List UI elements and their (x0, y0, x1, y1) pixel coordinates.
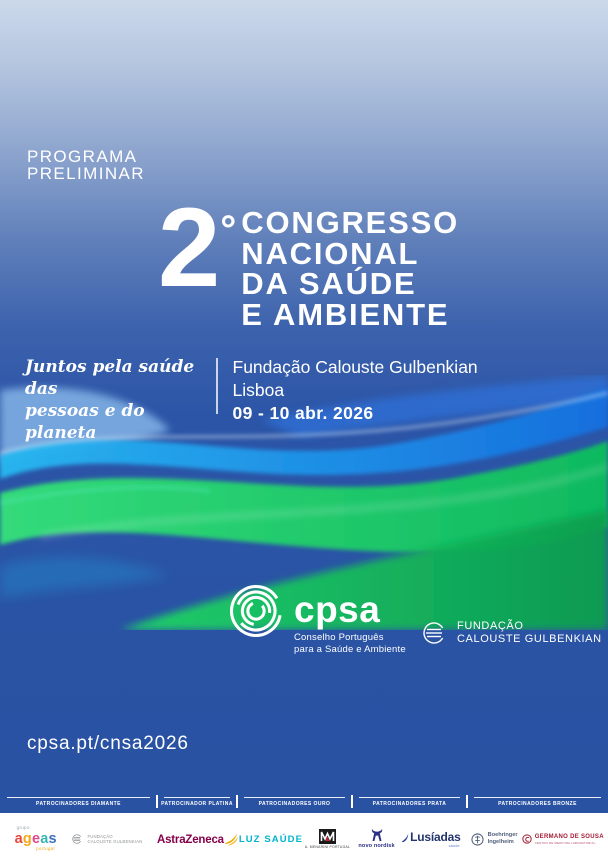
germano-de-sousa-logo: GERMANO DE SOUSA CENTRO DE MEDICINA LABORATORIAL (522, 834, 604, 845)
menarini-m-icon (319, 829, 336, 844)
program-kicker (27, 148, 145, 182)
event-info (25, 356, 478, 444)
category-divider (351, 795, 353, 808)
event-tagline (25, 356, 213, 444)
title-line: NACIONAL (241, 235, 420, 271)
website-link[interactable]: cpsa.pt/cnsa2026 (27, 733, 189, 754)
menarini-logo: A. MENARINI PORTUGAL (305, 829, 350, 849)
venue-city: Lisboa (232, 379, 285, 400)
category-bronze: PATROCINADORES BRONZE (467, 794, 608, 813)
edition-number: 2 (158, 185, 221, 310)
congress-title (158, 185, 460, 332)
category-diamante: PATROCINADORES DIAMANTE (0, 794, 157, 813)
title-lines (241, 205, 460, 332)
prata-logos (352, 813, 467, 865)
cpsa-logo (227, 580, 406, 656)
category-prata: PATROCINADORES PRATA (352, 794, 467, 813)
cpsa-tagline: Conselho Português para a Saúde e Ambiente (294, 632, 406, 655)
venue-block (233, 356, 478, 444)
category-ouro: PATROCINADORES OURO (237, 794, 352, 813)
cpsa-circles-icon (227, 580, 285, 642)
platina-logos (157, 813, 237, 865)
tagline-line-2: pessoas e do planeta (25, 401, 145, 443)
title-line: DA SAÚDE (241, 266, 417, 301)
novo-nordisk-bull-icon (369, 828, 385, 842)
gulbenkian-gray-logo: FUNDAÇÃO CALOUSTE GULBENKIAN (71, 833, 142, 845)
diamante-logos (0, 813, 157, 865)
luz-saude-logo: LUZ SAÚDE (238, 833, 304, 845)
category-divider (466, 795, 468, 808)
category-platina: PATROCINADOR PLATINA (157, 794, 237, 813)
novo-nordisk-logo: novo nordisk (358, 828, 394, 849)
tagline-line-1: Juntos pela saúde das (25, 357, 195, 399)
kicker-line-2: PRELIMINAR (27, 164, 145, 183)
gulbenkian-logo (420, 619, 602, 647)
bronze-logos (467, 813, 608, 865)
category-divider (156, 795, 158, 808)
boehringer-emblem-icon (471, 833, 484, 846)
boehringer-logo: Boehringer Ingelheim (471, 832, 517, 845)
vertical-divider (216, 358, 218, 414)
ouro-logos (237, 813, 352, 865)
category-divider (236, 795, 238, 808)
gulbenkian-emblem-icon (420, 619, 448, 647)
sponsor-logo-strip (0, 813, 608, 865)
germano-de-sousa-emblem-icon (522, 834, 532, 844)
sponsor-category-strip (0, 794, 608, 813)
gulbenkian-wordmark: FUNDAÇÃO CALOUSTE GULBENKIAN (457, 619, 602, 645)
event-dates: 09 - 10 abr. 2026 (232, 403, 374, 423)
lusiadas-logo: Lusíadas saúde (401, 831, 460, 848)
cpsa-name: cpsa (294, 589, 381, 630)
lusiadas-swoosh-icon (401, 832, 409, 843)
title-line: E AMBIENTE (241, 296, 450, 332)
astrazeneca-logo: AstraZeneca (157, 832, 239, 846)
gulbenkian-emblem-icon (71, 833, 83, 845)
kicker-line-1: PROGRAMA (27, 147, 138, 166)
ageas-logo: grupo ageas portugal (14, 825, 57, 852)
edition-ordinal: ° (220, 208, 237, 252)
venue-name: Fundação Calouste Gulbenkian (232, 357, 478, 377)
title-line: CONGRESSO (241, 205, 460, 240)
cpsa-wordmark (294, 589, 406, 656)
